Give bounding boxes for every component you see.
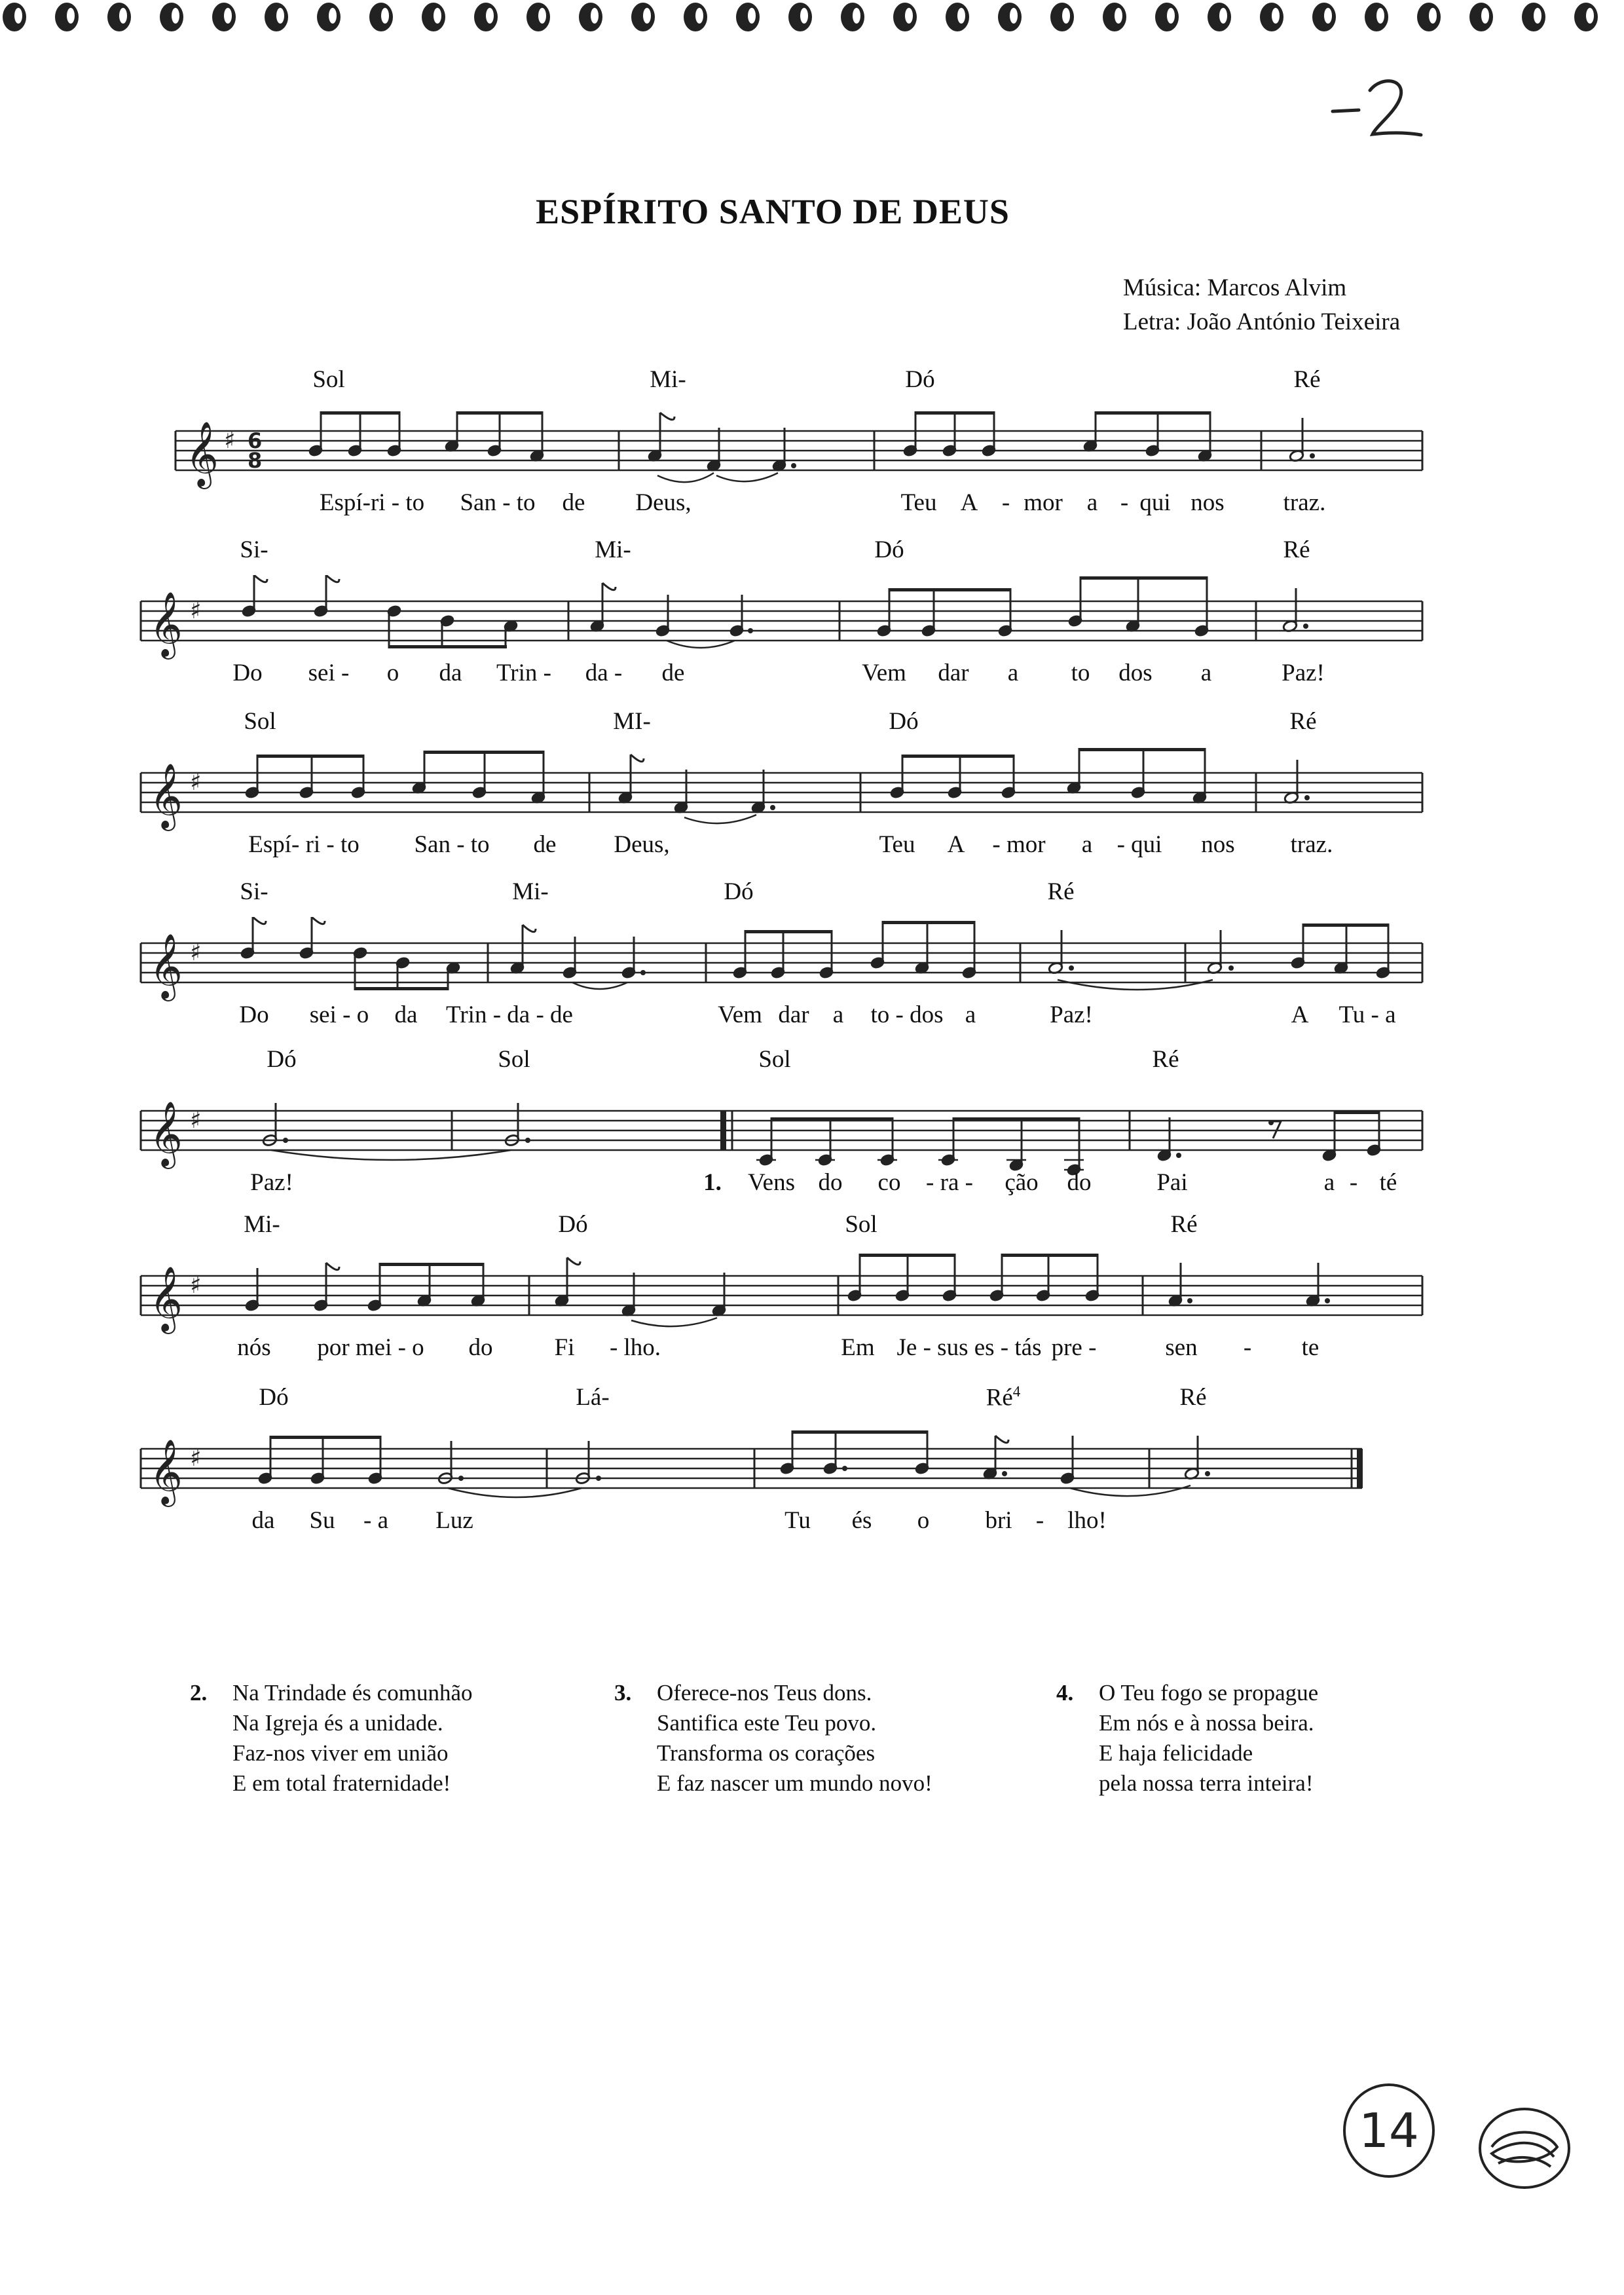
lyric-syllable: Paz!: [250, 1169, 293, 1196]
lyric-syllable: a: [1086, 489, 1098, 516]
lyric-syllable: -: [1120, 489, 1129, 516]
lyric-syllable: Teu: [879, 831, 915, 858]
chord: Dó: [558, 1211, 588, 1238]
lyric-syllable: Do: [239, 1001, 269, 1028]
lyric-syllable: - mor: [992, 831, 1046, 858]
lyric-syllable: do: [1067, 1169, 1092, 1196]
lyric-syllable: -: [1243, 1334, 1252, 1361]
chord-root: Ré: [986, 1384, 1013, 1411]
lyric-syllable: -: [1349, 1169, 1358, 1196]
lyric-syllable: de: [562, 489, 585, 516]
lyric-syllable: da -: [585, 660, 623, 686]
chord: MI-: [613, 708, 651, 735]
chord: Si-: [240, 878, 268, 905]
verse-number: 4.: [1056, 1680, 1074, 1706]
lyric-syllable: sen: [1165, 1334, 1198, 1361]
lyric-syllable: a: [1007, 660, 1019, 686]
chord: Dó: [724, 878, 754, 905]
chord: Dó: [259, 1384, 289, 1411]
lyric-syllable: Deus,: [614, 831, 670, 858]
lyric-syllable: traz.: [1283, 489, 1326, 516]
verse-number: 1.: [703, 1169, 722, 1196]
chord: Ré: [1293, 366, 1321, 393]
lyric-syllable: Trin -: [496, 660, 551, 686]
lyric-syllable: Paz!: [1050, 1001, 1093, 1028]
chord: Mi-: [595, 536, 631, 563]
treble-clef-icon: 𝄞: [149, 1439, 183, 1504]
chord-extension: 4: [1012, 1383, 1021, 1400]
lyric-syllable: nos: [1190, 489, 1225, 516]
verse-2: [190, 1678, 473, 1799]
verse-line: E em total fraternidade!: [232, 1770, 451, 1796]
lyric-syllable: da: [394, 1001, 418, 1028]
verse-line: pela nossa terra inteira!: [1099, 1770, 1314, 1796]
lyric-syllable: Espí- ri - to: [248, 831, 360, 858]
verse-line: Em nós e à nossa beira.: [1099, 1710, 1314, 1736]
verse-line: Oferece-nos Teus dons.: [657, 1680, 872, 1706]
chord: Dó: [874, 536, 904, 563]
lyric-syllable: -: [1035, 1507, 1044, 1534]
verse-line: Na Igreja és a unidade.: [232, 1710, 443, 1736]
lyric-syllable: - qui: [1116, 831, 1162, 858]
lyric-syllable: A: [947, 831, 965, 858]
verse-4: [1056, 1678, 1319, 1799]
verse-line: E haja felicidade: [1099, 1740, 1253, 1766]
treble-clef-icon: 𝄞: [149, 1266, 183, 1332]
lyric-syllable: traz.: [1290, 831, 1333, 858]
verse-number: 3.: [614, 1680, 632, 1706]
lyric-syllable: Su: [309, 1507, 335, 1534]
sharp-icon: ♯: [190, 1272, 202, 1299]
lyric-syllable: San - to: [460, 489, 536, 516]
treble-clef-icon: 𝄞: [149, 763, 183, 829]
treble-clef-icon: 𝄞: [149, 933, 183, 999]
lyric-syllable: Vem: [718, 1001, 762, 1028]
lyric-syllable: Luz: [435, 1507, 473, 1534]
lyric-syllable: lho!: [1067, 1507, 1107, 1534]
chord: [986, 1383, 1021, 1411]
lyric-syllable: Espí-ri - to: [319, 489, 425, 516]
lyric-syllable: o: [386, 660, 399, 686]
lyric-syllable: o: [917, 1507, 930, 1534]
time-signature: 6: [248, 428, 263, 453]
verse-3: [614, 1678, 932, 1799]
svg-text:14: 14: [1359, 2103, 1419, 2158]
chord: Ré: [1289, 708, 1317, 735]
lyric-syllable: to - dos: [870, 1001, 944, 1028]
lyric-syllable: qui: [1139, 489, 1171, 516]
lyric-syllable: Teu: [900, 489, 937, 516]
lyric-syllable: - a: [363, 1507, 388, 1534]
sharp-icon: ♯: [190, 1445, 202, 1472]
lyric-syllable: pre -: [1051, 1334, 1097, 1361]
lyric-syllable: de: [533, 831, 557, 858]
lyric-syllable: té: [1379, 1169, 1397, 1196]
sharp-icon: ♯: [190, 939, 202, 966]
lyric-syllable: da: [251, 1507, 275, 1534]
lyric-syllable: de: [661, 660, 685, 686]
chord: Si-: [240, 536, 268, 563]
sharp-icon: ♯: [190, 769, 202, 796]
scribbled-mark-icon: [1472, 2101, 1577, 2193]
lyric-syllable: -: [1001, 489, 1010, 516]
sharp-icon: ♯: [190, 1107, 202, 1134]
lyric-syllable: te: [1301, 1334, 1320, 1361]
lyric-syllable: a: [1323, 1169, 1335, 1196]
song-title: ESPÍRITO SANTO DE DEUS: [536, 192, 1010, 231]
lyric-syllable: Paz!: [1282, 660, 1325, 686]
lyric-syllable: dos: [1118, 660, 1153, 686]
verse-line: Transforma os corações: [657, 1740, 876, 1766]
lyric-syllable: nós: [237, 1334, 271, 1361]
chord: Ré: [1170, 1211, 1198, 1238]
chord: Lá-: [576, 1384, 610, 1411]
chord: Sol: [758, 1046, 791, 1073]
lyric-syllable: A: [960, 489, 978, 516]
lyric-syllable: nos: [1201, 831, 1235, 858]
treble-clef-icon: 𝄞: [149, 591, 183, 657]
sharp-icon: ♯: [190, 597, 202, 624]
chord: Sol: [498, 1046, 530, 1073]
music-credit: Música: Marcos Alvim: [1123, 274, 1347, 301]
chord: Mi-: [650, 366, 686, 393]
lyric-syllable: és: [851, 1507, 872, 1534]
lyric-syllable: Tu: [784, 1507, 811, 1534]
lyric-syllable: Do: [232, 660, 263, 686]
verse-number: 2.: [190, 1680, 208, 1706]
lyric-syllable: por mei - o: [317, 1334, 424, 1361]
lyric-syllable: Trin - da - de: [446, 1001, 573, 1028]
lyric-syllable: sei -: [308, 660, 350, 686]
lyric-syllable: Deus,: [635, 489, 692, 516]
chord: Sol: [244, 708, 276, 735]
verse-line: Santifica este Teu povo.: [657, 1710, 877, 1736]
verse-line: Faz-nos viver em união: [232, 1740, 449, 1766]
handwritten-page-mark: [1329, 72, 1428, 144]
lyric-syllable: dar: [938, 660, 969, 686]
verse-line: Na Trindade és comunhão: [232, 1680, 473, 1706]
lyric-syllable: do: [818, 1169, 843, 1196]
chord: Dó: [889, 708, 919, 735]
page-number: [1340, 2081, 1438, 2180]
chord: Mi-: [512, 878, 549, 905]
verse-line: O Teu fogo se propague: [1099, 1680, 1319, 1706]
staff: [0, 405, 1441, 496]
lyric-syllable: to: [1071, 660, 1090, 686]
chord: Dó: [267, 1046, 297, 1073]
lyric-syllable: Vens: [748, 1169, 795, 1196]
spiral-binding: [0, 0, 1624, 46]
chord: Dó: [905, 366, 935, 393]
lyric-syllable: da: [439, 660, 462, 686]
sharp-icon: ♯: [224, 427, 236, 454]
staff: [0, 575, 1441, 667]
chord: Sol: [312, 366, 345, 393]
lyric-syllable: Vem: [862, 660, 906, 686]
lyric-syllable: Je - sus es - tás: [896, 1334, 1042, 1361]
staff: [0, 1085, 1441, 1176]
treble-clef-icon: 𝄞: [149, 1101, 183, 1166]
lyric-syllable: a: [1081, 831, 1093, 858]
chord: Mi-: [244, 1211, 280, 1238]
lyric-syllable: a: [965, 1001, 976, 1028]
verse-line: E faz nascer um mundo novo!: [657, 1770, 932, 1796]
lyrics-credit: Letra: João António Teixeira: [1123, 308, 1401, 335]
lyric-syllable: do: [468, 1334, 493, 1361]
lyric-syllable: a: [832, 1001, 844, 1028]
lyric-syllable: bri: [985, 1507, 1012, 1534]
staff: [0, 747, 1441, 838]
chord: Sol: [845, 1211, 877, 1238]
chord: Ré: [1152, 1046, 1179, 1073]
chord: Ré: [1179, 1384, 1207, 1411]
staff: [0, 917, 1441, 1009]
lyric-syllable: - ra -: [926, 1169, 973, 1196]
lyric-syllable: A: [1291, 1001, 1309, 1028]
lyric-syllable: San - to: [414, 831, 490, 858]
lyric-syllable: mor: [1024, 489, 1063, 516]
chord: Ré: [1283, 536, 1310, 563]
lyric-syllable: Em: [841, 1334, 875, 1361]
lyric-syllable: co: [877, 1169, 901, 1196]
lyric-syllable: sei - o: [309, 1001, 369, 1028]
lyric-syllable: Fi: [554, 1334, 575, 1361]
lyric-syllable: dar: [778, 1001, 809, 1028]
lyric-syllable: Tu - a: [1338, 1001, 1396, 1028]
lyric-syllable: ção: [1005, 1169, 1039, 1196]
treble-clef-icon: 𝄞: [185, 421, 219, 487]
staff: [0, 1423, 1441, 1514]
lyric-syllable: - lho.: [609, 1334, 661, 1361]
lyric-syllable: a: [1200, 660, 1212, 686]
staff: [0, 1250, 1441, 1341]
time-signature: 8: [248, 448, 263, 473]
lyric-syllable: Pai: [1156, 1169, 1188, 1196]
chord: Ré: [1047, 878, 1075, 905]
